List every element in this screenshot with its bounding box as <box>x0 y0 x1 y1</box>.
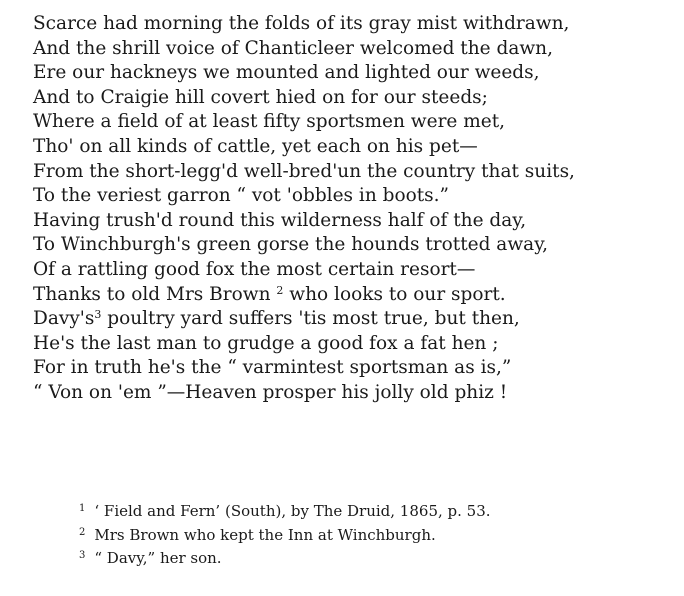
poem-line-6: Tho' on all kinds of cattle, yet each on his pet— <box>33 135 478 157</box>
poem-line-5: Where a field of at least fifty sportsmen were met, <box>33 111 506 133</box>
poem-line-1: Scarce had morning the folds of its gray mist withdrawn, <box>33 13 570 34</box>
footnote-text-3: “ Davy,” her son. <box>94 549 222 567</box>
footnote-3 <box>79 547 679 571</box>
poem-line-13 <box>33 307 673 332</box>
footnote-text-1: ‘ Field and Fern’ (South), by The Druid, 1865, p. 53. <box>94 502 491 520</box>
poem-line-9: Having trush'd round this wilderness half of the day, <box>33 209 527 231</box>
footnote-ref-2[interactable]: 2 <box>276 283 284 297</box>
poem-line-3: Ere our hackneys we mounted and lighted our weeds, <box>33 62 540 84</box>
footnote-ref-3[interactable]: 3 <box>94 308 102 322</box>
footnote-text-2: Mrs Brown who kept the Inn at Winchburgh. <box>94 525 436 544</box>
poem-line-8: To the veriest garron “ vot 'obbles in boots.” <box>33 185 449 207</box>
poem-stanza <box>33 12 673 406</box>
poem-line-12-text-before: Thanks to old Mrs Brown <box>33 283 277 305</box>
poem-line-7: From the short-legg'd well-bred'un the country that suits, <box>33 160 575 182</box>
footnote-2 <box>79 524 679 548</box>
poem-line-11: Of a rattling good fox the most certain resort— <box>33 258 476 280</box>
footnote-mark-3: 3 <box>79 550 86 561</box>
footnote-1 <box>79 500 679 524</box>
poem-line-12 <box>33 283 673 308</box>
poem-line-13-text-before: Davy's <box>33 308 95 330</box>
footnotes <box>79 500 679 571</box>
poem-line-15: For in truth he's the “ varmintest sportsman as is,” <box>33 357 512 379</box>
footnote-mark-2: 2 <box>79 526 86 538</box>
poem-line-10: To Winchburgh's green gorse the hounds trotted away, <box>33 234 549 256</box>
poem-line-12-text-after: who looks to our sport. <box>283 283 506 305</box>
poem-line-16: “ Von on 'em ”—Heaven prosper his jolly old phiz ! <box>33 381 508 403</box>
footnote-mark-1: 1 <box>79 503 86 514</box>
poem-line-13-text-after: poultry yard suffers 'tis most true, but then, <box>101 308 520 330</box>
poem-line-14: He's the last man to grudge a good fox a fat hen ; <box>33 332 499 354</box>
poem-line-4: And to Craigie hill covert hied on for our steeds; <box>33 86 488 108</box>
poem-line-2: And the shrill voice of Chanticleer welcomed the dawn, <box>33 37 553 59</box>
